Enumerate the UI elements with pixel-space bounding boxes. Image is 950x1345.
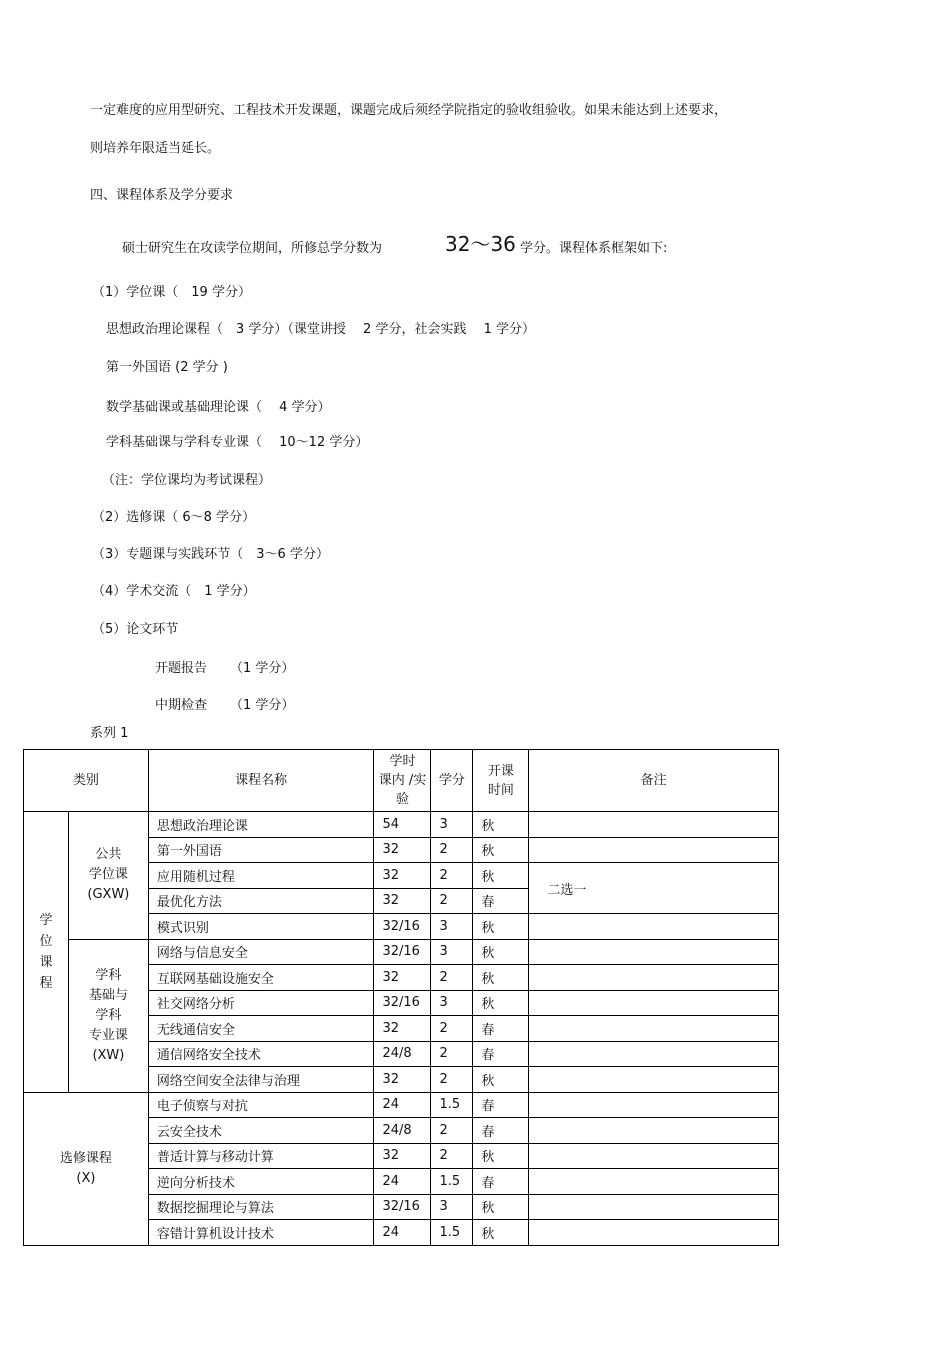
course-credit: 3: [431, 939, 473, 965]
course-name: 电子侦察与对抗: [148, 1092, 374, 1118]
course-hours: 32: [374, 1016, 431, 1042]
header-credit: 学分: [431, 750, 473, 812]
course-note-choose-one: 二选一: [529, 863, 779, 914]
item-note: （注：学位课均为考试课程）: [102, 473, 272, 488]
course-term: 秋: [473, 914, 529, 940]
course-name: 互联网基础设施安全: [148, 965, 374, 991]
course-term: 春: [473, 1041, 529, 1067]
course-term: 春: [473, 1092, 529, 1118]
header-note: 备注: [529, 750, 779, 812]
item-math-basics: 数学基础课或基础理论课（ 4 学分）: [106, 400, 331, 415]
course-hours: 24: [374, 1169, 431, 1195]
course-hours: 54: [374, 812, 431, 838]
course-hours: 24: [374, 1092, 431, 1118]
course-name: 第一外国语: [148, 837, 374, 863]
paragraph-line-2: 则培养年限适当延长。: [90, 141, 221, 156]
course-name: 普适计算与移动计算: [148, 1143, 374, 1169]
category-electives-line: (X): [76, 1170, 96, 1186]
item-topics-practice: （3）专题课与实践环节（ 3～6 学分）: [92, 547, 329, 562]
course-name: 社交网络分析: [148, 990, 374, 1016]
course-hours: 32: [374, 1067, 431, 1093]
course-credit: 2: [431, 1118, 473, 1144]
course-term: 秋: [473, 1143, 529, 1169]
course-credit: 2: [431, 1016, 473, 1042]
category-electives-line: 选修课程: [59, 1150, 112, 1166]
course-note: [529, 1016, 779, 1042]
course-note: [529, 1169, 779, 1195]
subcategory-discipline-line: 基础与: [88, 987, 128, 1003]
item-academic-exchange: （4）学术交流（ 1 学分）: [92, 584, 256, 599]
paragraph-line-1: 一定难度的应用型研究、工程技术开发课题，课题完成后须经学院指定的验收组验收。如果未能达到上述要求，: [90, 103, 728, 118]
course-credit: 1.5: [431, 1092, 473, 1118]
course-name: 网络空间安全法律与治理: [148, 1067, 374, 1093]
course-credit: 1.5: [431, 1169, 473, 1195]
course-name: 网络与信息安全: [148, 939, 374, 965]
category-degree-char: 学: [39, 912, 53, 928]
course-term: 春: [473, 888, 529, 914]
credit-range: 32～36: [445, 232, 516, 256]
course-term: 秋: [473, 863, 529, 889]
course-name: 通信网络安全技术: [148, 1041, 374, 1067]
header-hours: [374, 750, 431, 812]
course-name: 无线通信安全: [148, 1016, 374, 1042]
header-hours-line1: 学时: [389, 754, 416, 769]
course-note: [529, 990, 779, 1016]
course-term: 秋: [473, 812, 529, 838]
header-term: [473, 750, 529, 812]
course-note: [529, 1118, 779, 1144]
course-note: [529, 965, 779, 991]
item-proposal-credit: （1 学分）: [230, 661, 295, 676]
course-note: [529, 914, 779, 940]
course-name: 应用随机过程: [148, 863, 374, 889]
course-hours: 32: [374, 863, 431, 889]
category-degree-char: 程: [39, 975, 53, 991]
category-degree-courses: [24, 812, 69, 1093]
credit-intro-text: 硕士研究生在攻读学位期间，所修总学分数为: [122, 241, 383, 256]
course-credit: 2: [431, 1041, 473, 1067]
subcategory-discipline-line: 学科: [95, 1007, 122, 1023]
course-name: 容错计算机设计技术: [148, 1220, 374, 1246]
subcategory-public-line: (GXW): [87, 887, 130, 903]
item-discipline: 学科基础课与学科专业课（ 10～12 学分）: [106, 435, 369, 450]
item-proposal: 开题报告: [155, 661, 208, 676]
table-row: [24, 812, 779, 838]
table-row: [24, 939, 779, 965]
course-credit: 3: [431, 914, 473, 940]
item-degree-courses: （1）学位课（ 19 学分）: [92, 285, 251, 300]
course-credit: 3: [431, 1194, 473, 1220]
course-term: 春: [473, 1016, 529, 1042]
category-degree-char: 课: [39, 954, 53, 970]
series-label: 系列 1: [90, 726, 129, 741]
course-name: 数据挖掘理论与算法: [148, 1194, 374, 1220]
subcategory-discipline: [68, 939, 148, 1092]
course-term: 秋: [473, 1220, 529, 1246]
course-name: 最优化方法: [148, 888, 374, 914]
course-hours: 32: [374, 837, 431, 863]
header-term-line2: 时间: [487, 782, 514, 798]
header-hours-line3: 验: [395, 792, 409, 807]
course-note: [529, 1092, 779, 1118]
course-term: 秋: [473, 990, 529, 1016]
course-hours: 32: [374, 1143, 431, 1169]
course-note: [529, 1220, 779, 1246]
item-politics: 思想政治理论课程（ 3 学分）（课堂讲授 2 学分，社会实践 1 学分）: [106, 322, 535, 337]
course-hours: 32/16: [374, 914, 431, 940]
item-midterm-credit: （1 学分）: [230, 698, 295, 713]
course-name: 逆向分析技术: [148, 1169, 374, 1195]
item-thesis: （5）论文环节: [92, 622, 179, 637]
header-category: 类别: [24, 750, 149, 812]
course-credit: 2: [431, 863, 473, 889]
course-term: 秋: [473, 1067, 529, 1093]
subcategory-discipline-line: (XW): [92, 1047, 125, 1063]
course-note: [529, 812, 779, 838]
section-heading: 四、课程体系及学分要求: [90, 188, 234, 203]
course-term: 秋: [473, 1194, 529, 1220]
course-term: 春: [473, 1169, 529, 1195]
course-hours: 32: [374, 888, 431, 914]
item-midterm: 中期检查: [155, 698, 208, 713]
course-credit: 3: [431, 812, 473, 838]
course-term: 秋: [473, 965, 529, 991]
course-note: [529, 939, 779, 965]
course-hours: 32/16: [374, 1194, 431, 1220]
course-hours: 24/8: [374, 1118, 431, 1144]
item-electives: （2）选修课（ 6～8 学分）: [92, 510, 256, 525]
course-note: [529, 1143, 779, 1169]
course-term: 秋: [473, 939, 529, 965]
subcategory-discipline-line: 专业课: [88, 1027, 128, 1043]
course-hours: 32/16: [374, 990, 431, 1016]
course-credit: 2: [431, 965, 473, 991]
course-term: 春: [473, 1118, 529, 1144]
credit-intro-tail: 学分。课程体系框架如下:: [520, 241, 668, 256]
course-name: 思想政治理论课: [148, 812, 374, 838]
header-hours-line2: 课内 /实: [378, 773, 427, 788]
item-foreign-language: 第一外国语 (2 学分 ): [106, 360, 228, 375]
course-note: [529, 1067, 779, 1093]
table-row: [24, 1092, 779, 1118]
category-electives: [24, 1092, 149, 1245]
course-credit: 2: [431, 888, 473, 914]
course-hours: 24/8: [374, 1041, 431, 1067]
subcategory-public-line: 学位课: [88, 867, 128, 883]
table-header-row: [24, 750, 779, 812]
course-hours: 32/16: [374, 939, 431, 965]
header-term-line1: 开课: [487, 763, 514, 779]
course-note: [529, 1041, 779, 1067]
course-credit: 2: [431, 1143, 473, 1169]
course-credit: 2: [431, 1067, 473, 1093]
course-note: [529, 837, 779, 863]
category-degree-char: 位: [39, 933, 53, 949]
course-table: [23, 749, 779, 1246]
subcategory-discipline-line: 学科: [95, 967, 122, 983]
course-credit: 1.5: [431, 1220, 473, 1246]
course-credit: 2: [431, 837, 473, 863]
course-hours: 24: [374, 1220, 431, 1246]
course-credit: 3: [431, 990, 473, 1016]
course-name: 云安全技术: [148, 1118, 374, 1144]
header-course-name: 课程名称: [148, 750, 374, 812]
course-name: 模式识别: [148, 914, 374, 940]
course-note: [529, 1194, 779, 1220]
course-term: 秋: [473, 837, 529, 863]
course-hours: 32: [374, 965, 431, 991]
subcategory-public-line: 公共: [95, 847, 122, 863]
subcategory-public-degree: [68, 812, 148, 940]
